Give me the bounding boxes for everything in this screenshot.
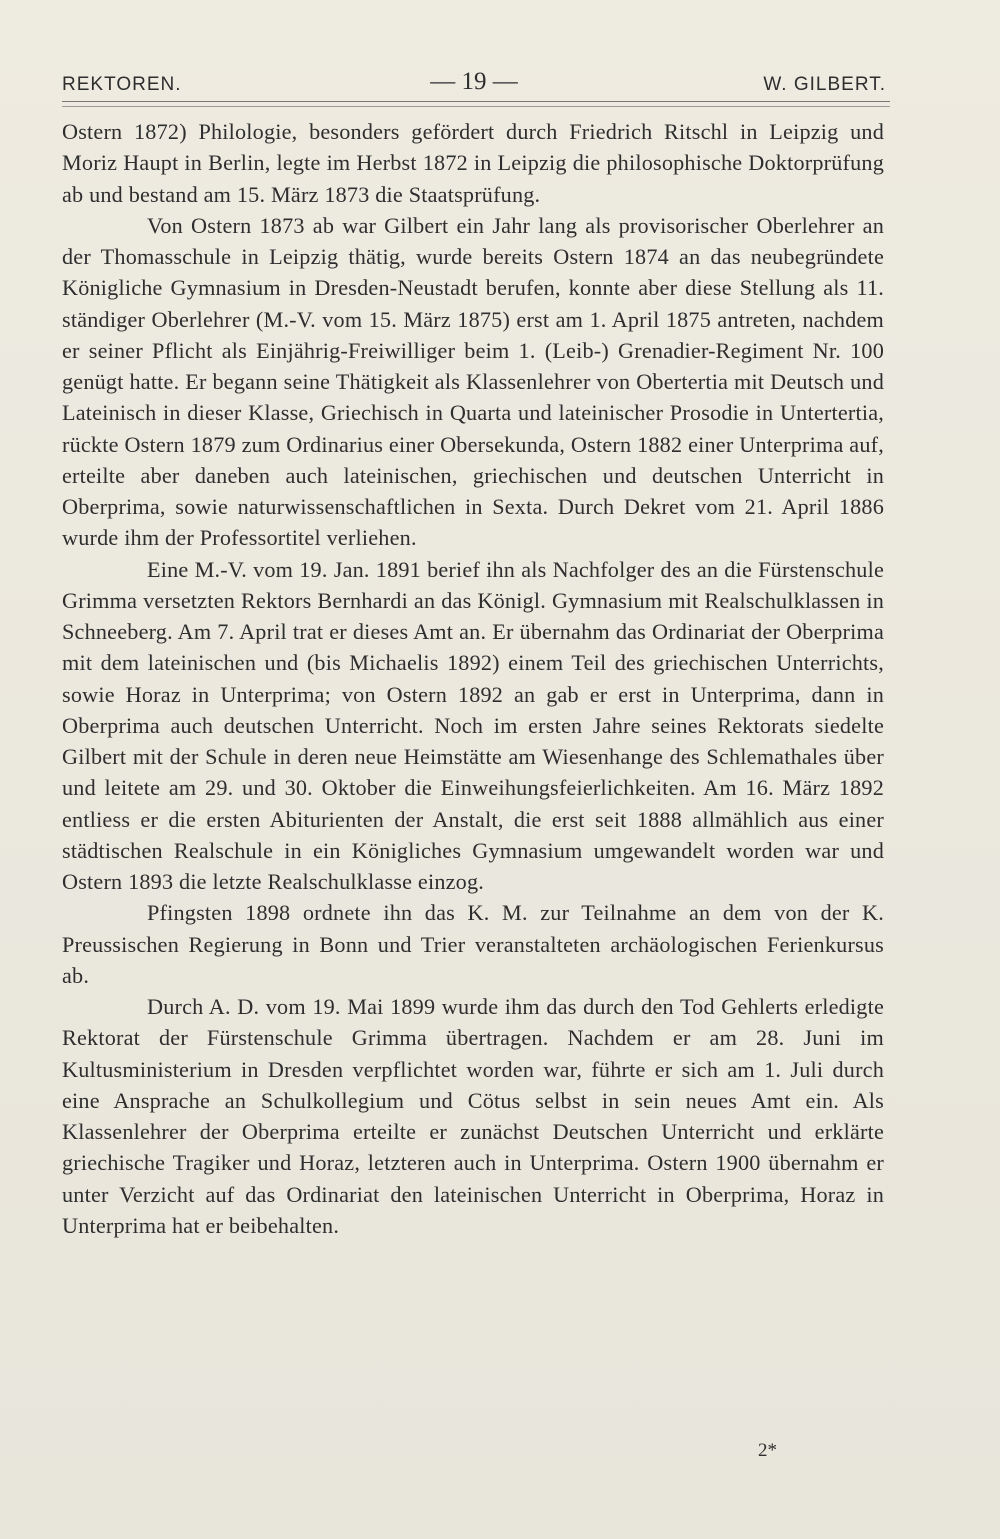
paragraph-3: Eine M.-V. vom 19. Jan. 1891 berief ihn als Nachfolger des an die Fürstenschule Grimma versetzten Rektors Bernhardi an das Königl. Gymnasium mit Realschulklassen in Schneeberg. Am 7. April trat er dieses Amt an. Er übernahm das Ordinariat der Oberprima mit dem lateinischen und (bis Michaelis 1892) einem Teil des griechischen Unterrichts, sowie Horaz in Unterprima; von Ostern 1892 an gab er erst in Unterprima, dann in Oberprima auch deutschen Unterricht. Noch im ersten Jahre seines Rektorats siedelte Gilbert mit der Schule in deren neue Heimstätte am Wiesenhange des Schlemathales über und leitete am 29. und 30. Oktober die Einweihungsfeierlichkeiten. Am 16. März 1892 entliess er die ersten Abiturienten der Anstalt, die erst seit 1888 allmählich aus einer städtischen Realschule in ein Königliches Gymnasium umgewandelt worden war und Ostern 1893 die letzte Realschulklasse einzog. [62,556,884,894]
page-number: — 19 — [430,68,518,95]
paragraph-5: Durch A. D. vom 19. Mai 1899 wurde ihm das durch den Tod Gehlerts erledigte Rektorat der Fürstenschule Grimma übertragen. Nachdem er am 28. Juni im Kultusministerium in Dresden verpflichtet worden war, führte er sich am 1. Juli durch eine Ansprache an Schulkollegium und Cötus selbst in sein neues Amt ein. Als Klassenlehrer der Oberprima erteilte er zunächst Deutschen Unterricht und erklärte griechische Tragiker und Horaz, letzteren auch in Unterprima. Ostern 1900 übernahm er unter Verzicht auf das Ordinariat den lateinischen Unterricht in Oberprima, Horaz in Unterprima hat er beibehalten. [62,994,884,1238]
header-person-name: W. GILBERT. [763,74,886,95]
header-section-title: REKTOREN. [62,74,182,95]
body-text [62,116,884,1241]
header-rule [62,101,890,102]
running-header [62,68,886,104]
paragraph-1: Ostern 1872) Philologie, besonders gefördert durch Friedrich Ritschl in Leipzig und Moriz Haupt in Berlin, legte im Herbst 1872 in Leipzig die philosophische Doktorprüfung ab und bestand am 15. März 1873 die Staatsprüfung. [62,119,884,207]
paragraph-2: Von Ostern 1873 ab war Gilbert ein Jahr lang als provisorischer Oberlehrer an der Thomasschule in Leipzig thätig, wurde bereits Ostern 1874 an das neubegründete Königliche Gymnasium in Dresden-Neustadt berufen, konnte aber diese Stellung als 11. ständiger Oberlehrer (M.-V. vom 15. März 1875) erst am 1. April 1875 antreten, nachdem er seiner Pflicht als Einjährig-Freiwilliger beim 1. (Leib-) Grenadier-Regiment Nr. 100 genügt hatte. Er begann seine Thätigkeit als Klassenlehrer von Obertertia mit Deutsch und Lateinisch in dieser Klasse, Griechisch in Quarta und lateinischer Prosodie in Untertertia, rückte Ostern 1879 zum Ordinarius einer Obersekunda, Ostern 1882 einer Unterprima auf, erteilte aber daneben auch lateinischen, griechischen und deutschen Unterricht in Oberprima, sowie naturwissenschaftlichen in Sexta. Durch Dekret vom 21. April 1886 wurde ihm der Professortitel verliehen. [62,212,884,551]
signature-mark: 2* [758,1440,777,1461]
paragraph-4: Pfingsten 1898 ordnete ihn das K. M. zur Teilnahme an dem von der K. Preussischen Regierung in Bonn und Trier veranstalteten archäologischen Ferienkursus ab. [62,900,884,988]
header-rule-secondary [62,106,890,107]
